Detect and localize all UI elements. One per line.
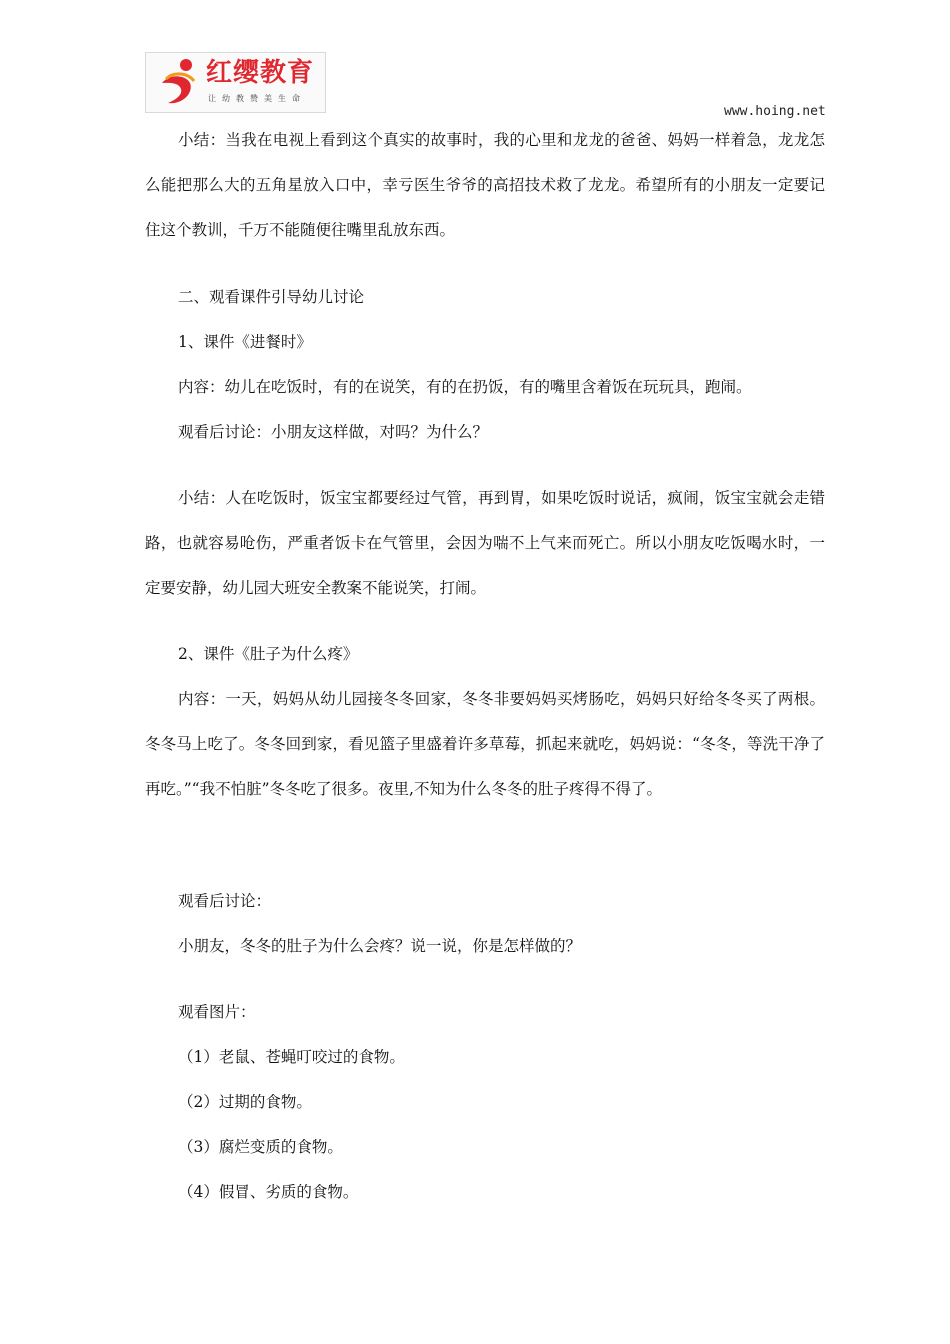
picture-item: （2）过期的食物。: [178, 1093, 312, 1111]
pictures-label: 观看图片：: [178, 1003, 256, 1021]
logo-name: 红缨教育: [206, 58, 315, 88]
courseware-1-summary: 小结：人在吃饭时，饭宝宝都要经过气管，再到胃，如果吃饭时说话，疯闹，饭宝宝就会走错路，也就容易呛伤，严重者饭卡在气管里，会因为喘不上气来而死亡。所以小朋友吃饭喝水时，一定要安静，幼儿园大班安全教案不能说笑，打闹。: [145, 489, 825, 597]
courseware-1-title: 1、课件《进餐时》: [178, 333, 312, 351]
courseware-1-discussion: 观看后讨论：小朋友这样做，对吗？为什么？: [178, 423, 489, 441]
logo-tagline: 让幼教赞美生命: [208, 94, 306, 103]
picture-item: （3）腐烂变质的食物。: [178, 1138, 343, 1156]
courseware-2-title: 2、课件《肚子为什么疼》: [178, 645, 359, 663]
site-url: www.hoing.net: [724, 104, 826, 119]
picture-item: （1）老鼠、苍蝇叮咬过的食物。: [178, 1048, 405, 1066]
section-2-heading: 二、观看课件引导幼儿讨论: [178, 288, 365, 306]
summary-paragraph-1: 小结：当我在电视上看到这个真实的故事时，我的心里和龙龙的爸爸、妈妈一样着急，龙龙怎么能把那么大的五角星放入口中，幸亏医生爷爷的高招技术救了龙龙。希望所有的小朋友一定要记住这个教训，千万不能随便往嘴里乱放东西。: [145, 131, 825, 239]
picture-item: （4）假冒、劣质的食物。: [178, 1183, 359, 1201]
courseware-2-question: 小朋友，冬冬的肚子为什么会疼？说一说，你是怎样做的？: [178, 937, 582, 955]
courseware-2-discussion-label: 观看后讨论：: [178, 892, 272, 910]
brand-logo: [145, 52, 326, 113]
courseware-2-content: 内容：一天，妈妈从幼儿园接冬冬回家，冬冬非要妈妈买烤肠吃，妈妈只好给冬冬买了两根。冬冬马上吃了。冬冬回到家，看见篮子里盛着许多草莓，抓起来就吃，妈妈说：“冬冬，等洗干净了再吃。”“我不怕脏”冬冬吃了很多。夜里,不知为什么冬冬的肚子疼得不得了。: [145, 690, 825, 798]
courseware-1-content: 内容：幼儿在吃饭时，有的在说笑，有的在扔饭，有的嘴里含着饭在玩玩具，跑闹。: [178, 378, 752, 396]
logo-figure-icon: [156, 57, 202, 107]
